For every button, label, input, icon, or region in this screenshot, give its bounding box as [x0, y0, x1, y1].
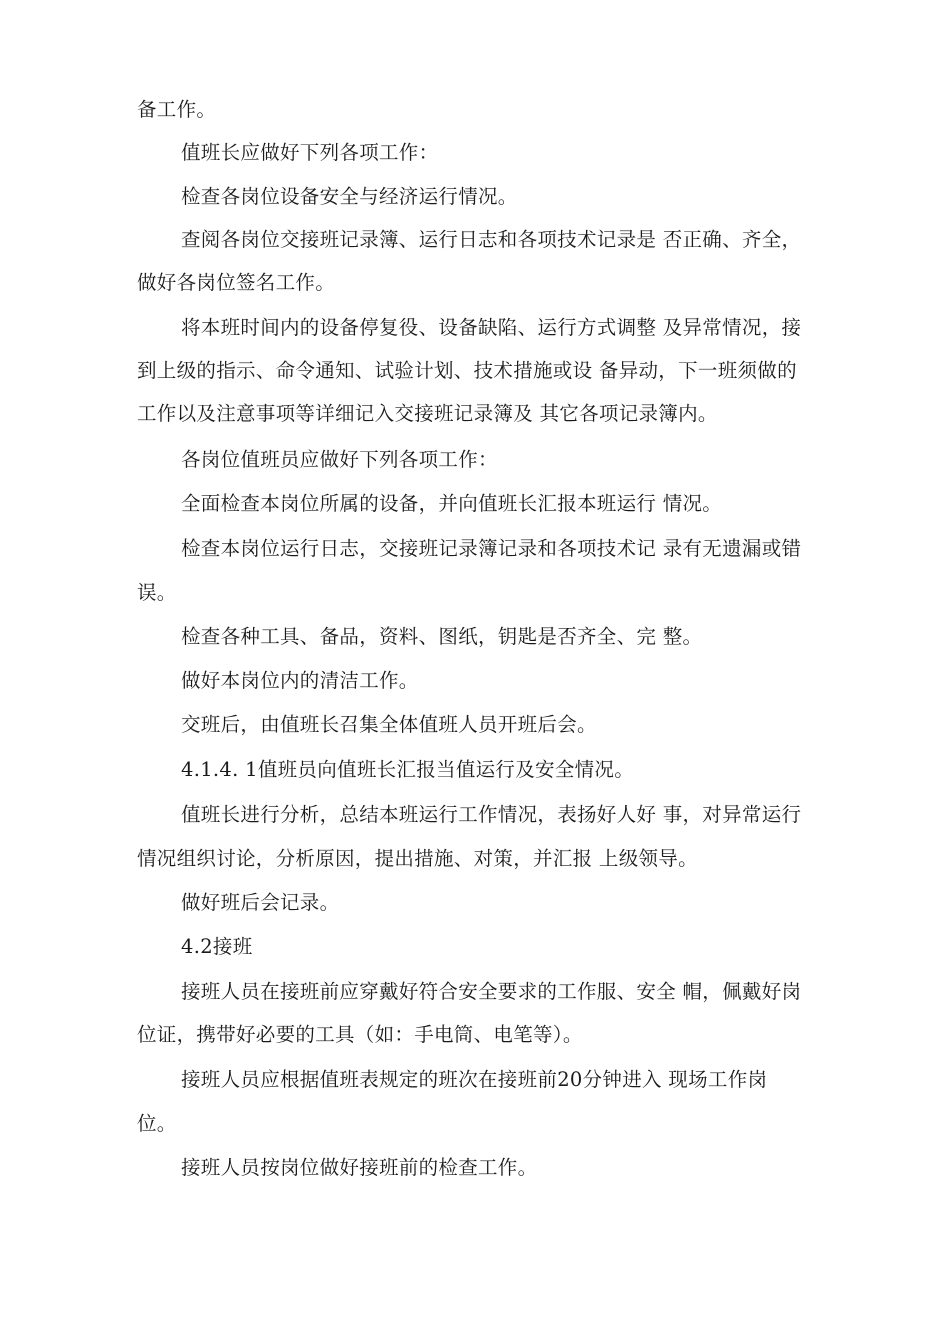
paragraph-operator-tasks: 各岗位值班员应做好下列各项工作：: [181, 448, 498, 471]
paragraph-record-events: 将本班时间内的设备停复役、设备缺陷、运行方式调整 及异常情况，接: [181, 316, 802, 339]
paragraph-arrival-time: 接班人员应根据值班表规定的班次在接班前20分钟进入 现场工作岗: [181, 1068, 768, 1091]
text-line-continuation: 误。: [137, 581, 177, 604]
paragraph-leader-analysis: 值班长进行分析，总结本班运行工作情况，表扬好人好 事，对异常运行: [181, 803, 802, 826]
text-line-continuation: 到上级的指示、命令通知、试验计划、技术措施或设 备异动，下一班须做的: [137, 359, 797, 382]
paragraph-post-shift-meeting: 交班后，由值班长召集全体值班人员开班后会。: [181, 713, 597, 736]
paragraph-check-equipment: 检查各岗位设备安全与经济运行情况。: [181, 185, 518, 208]
text-line-continuation: 位。: [137, 1112, 177, 1135]
text-line-continuation: 工作以及注意事项等详细记入交接班记录簿及 其它各项记录簿内。: [137, 402, 718, 425]
paragraph-pre-shift-check: 接班人员按岗位做好接班前的检查工作。: [181, 1156, 538, 1179]
paragraph-check-tools: 检查各种工具、备品，资料、图纸，钥匙是否齐全、完 整。: [181, 625, 703, 648]
paragraph-meeting-record: 做好班后会记录。: [181, 891, 340, 914]
text-line-continuation: 备工作。: [137, 98, 217, 121]
paragraph-dress-requirements: 接班人员在接班前应穿戴好符合安全要求的工作服、安全 帽，佩戴好岗: [181, 980, 802, 1003]
paragraph-duty-leader-tasks: 值班长应做好下列各项工作：: [181, 141, 439, 164]
paragraph-check-logs: 检查本岗位运行日志，交接班记录簿记录和各项技术记 录有无遗漏或错: [181, 537, 802, 560]
paragraph-review-records: 查阅各岗位交接班记录簿、运行日志和各项技术记录是 否正确、齐全，: [181, 228, 802, 251]
paragraph-full-inspection: 全面检查本岗位所属的设备，并向值班长汇报本班运行 情况。: [181, 492, 723, 515]
paragraph-cleaning: 做好本岗位内的清洁工作。: [181, 669, 419, 692]
text-line-continuation: 做好各岗位签名工作。: [137, 271, 336, 294]
text-line-continuation: 位证，携带好必要的工具（如：手电筒、电笔等）。: [137, 1023, 583, 1046]
paragraph-section-4-1-4: 4.1.4. 1值班员向值班长汇报当值运行及安全情况。: [181, 758, 635, 781]
section-heading-4-2: 4.2接班: [181, 935, 253, 958]
text-line-continuation: 情况组织讨论，分析原因，提出措施、对策，并汇报 上级领导。: [137, 847, 698, 870]
